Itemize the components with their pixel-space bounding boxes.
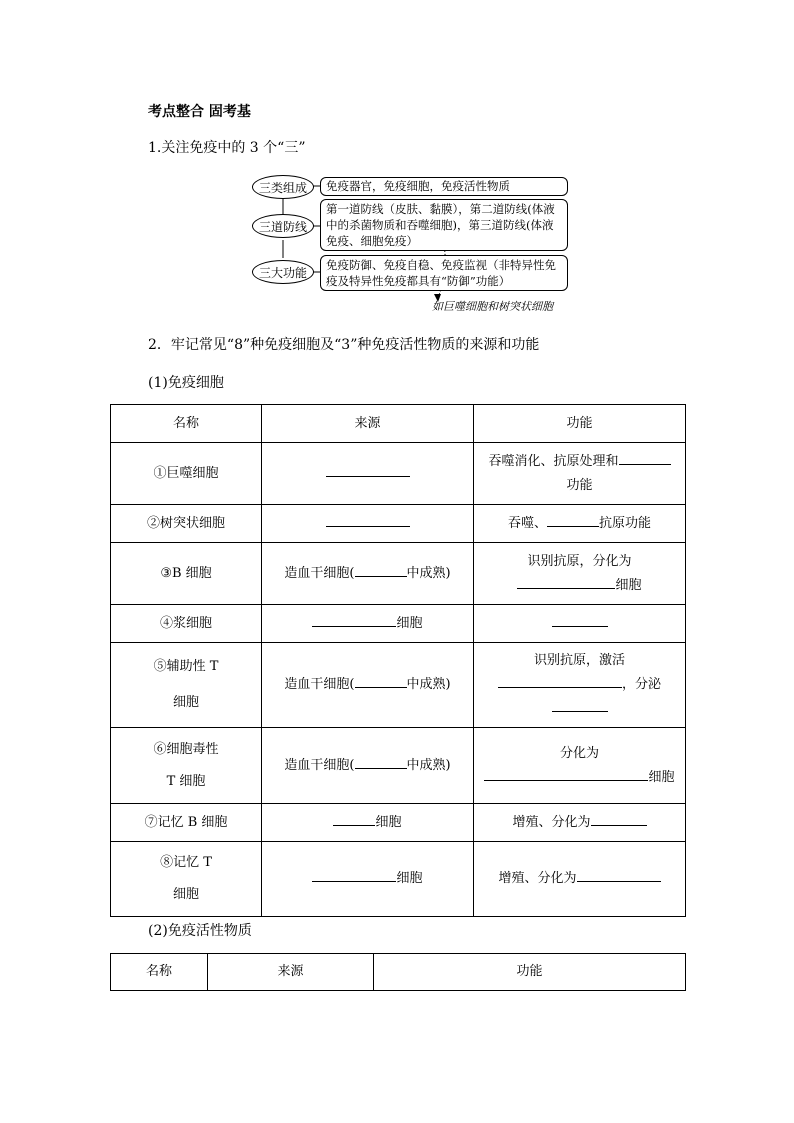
header-source: 来源: [262, 405, 474, 443]
cell-function: 识别抗原，分化为 细胞: [474, 543, 686, 605]
cell-source: 细胞: [262, 804, 474, 842]
cell-function: 分化为 细胞: [474, 728, 686, 804]
cell-name: ⑤辅助性 T 细胞: [111, 643, 262, 728]
oval-three-functions: 三大功能: [252, 260, 314, 284]
answer-blank[interactable]: [355, 562, 407, 577]
table-header-row: [111, 954, 686, 991]
cell-name: ①巨噬细胞: [111, 443, 262, 505]
cell-name: ⑧记忆 T 细胞: [111, 842, 262, 917]
cell-function: [474, 605, 686, 643]
table-row: [111, 505, 686, 543]
answer-blank[interactable]: [326, 462, 410, 477]
header-function: 功能: [374, 954, 686, 991]
section-title: 考点整合 固考基: [148, 104, 251, 120]
answer-blank[interactable]: [355, 754, 407, 769]
cell-name: ⑥细胞毒性 T 细胞: [111, 728, 262, 804]
table-header-row: [111, 405, 686, 443]
immune-substances-table: [110, 953, 686, 991]
cell-function: 识别抗原，激活 ，分泌: [474, 643, 686, 728]
table-row: [111, 443, 686, 505]
table-row: [111, 804, 686, 842]
subsection-1-title: (1)免疫细胞: [148, 375, 224, 391]
defense-line-2: 中的杀菌物质和吞噬细胞)，第三道防线(体液: [326, 218, 554, 232]
cell-source: 造血干细胞( 中成熟): [262, 543, 474, 605]
function-line-2: 疫及特异性免疫都具有“防御”功能）: [326, 274, 511, 288]
cell-source: [262, 443, 474, 505]
defense-line-1: 第一道防线（皮肤、黏膜），第二道防线(体液: [326, 202, 555, 216]
table-row: [111, 842, 686, 917]
immune-cells-table: [110, 404, 686, 917]
cell-name: ⑦记忆 B 细胞: [111, 804, 262, 842]
cell-function: 增殖、分化为: [474, 804, 686, 842]
header-name: 名称: [111, 954, 208, 991]
question-2-title: 2．牢记常见“8”种免疫细胞及“3”种免疫活性物质的来源和功能: [148, 337, 540, 353]
answer-blank[interactable]: [552, 612, 608, 627]
header-function: 功能: [474, 405, 686, 443]
cell-name: ③B 细胞: [111, 543, 262, 605]
subsection-2-title: (2)免疫活性物质: [148, 923, 252, 939]
cell-source: 造血干细胞( 中成熟): [262, 643, 474, 728]
oval-three-components: 三类组成: [252, 175, 314, 199]
table-row: [111, 728, 686, 804]
cell-function: 吞噬消化、抗原处理和 功能: [474, 443, 686, 505]
answer-blank[interactable]: [312, 867, 396, 882]
answer-blank[interactable]: [333, 811, 375, 826]
function-line-1: 免疫防御、免疫自稳、免疫监视（非特异性免: [326, 258, 556, 272]
answer-blank[interactable]: [484, 766, 648, 781]
answer-blank[interactable]: [619, 450, 671, 465]
handwritten-note: 如巨噬细胞和树突状细胞: [432, 300, 553, 313]
question-1-title: 1.关注免疫中的 3 个“三”: [148, 140, 306, 156]
oval-three-defenses: 三道防线: [252, 214, 314, 238]
answer-blank[interactable]: [517, 574, 615, 589]
cell-name: ④浆细胞: [111, 605, 262, 643]
answer-blank[interactable]: [591, 811, 647, 826]
answer-blank[interactable]: [577, 867, 661, 882]
answer-blank[interactable]: [355, 673, 407, 688]
cell-source: 造血干细胞( 中成熟): [262, 728, 474, 804]
cell-source: 细胞: [262, 605, 474, 643]
table-row: [111, 643, 686, 728]
answer-blank[interactable]: [547, 512, 599, 527]
header-name: 名称: [111, 405, 262, 443]
cell-source: 细胞: [262, 842, 474, 917]
table-row: [111, 543, 686, 605]
defense-line-3: 免疫、细胞免疫）: [326, 234, 418, 248]
box-three-functions: [320, 255, 568, 291]
cell-source: [262, 505, 474, 543]
table-row: [111, 605, 686, 643]
box-three-components: 免疫器官，免疫细胞，免疫活性物质: [320, 177, 568, 196]
cell-function: 吞噬、 抗原功能: [474, 505, 686, 543]
cell-name: ②树突状细胞: [111, 505, 262, 543]
cell-function: 增殖、分化为: [474, 842, 686, 917]
answer-blank[interactable]: [312, 612, 396, 627]
box-three-defenses: [320, 199, 568, 251]
answer-blank[interactable]: [552, 697, 608, 712]
answer-blank[interactable]: [498, 673, 622, 688]
answer-blank[interactable]: [326, 512, 410, 527]
header-source: 来源: [208, 954, 374, 991]
